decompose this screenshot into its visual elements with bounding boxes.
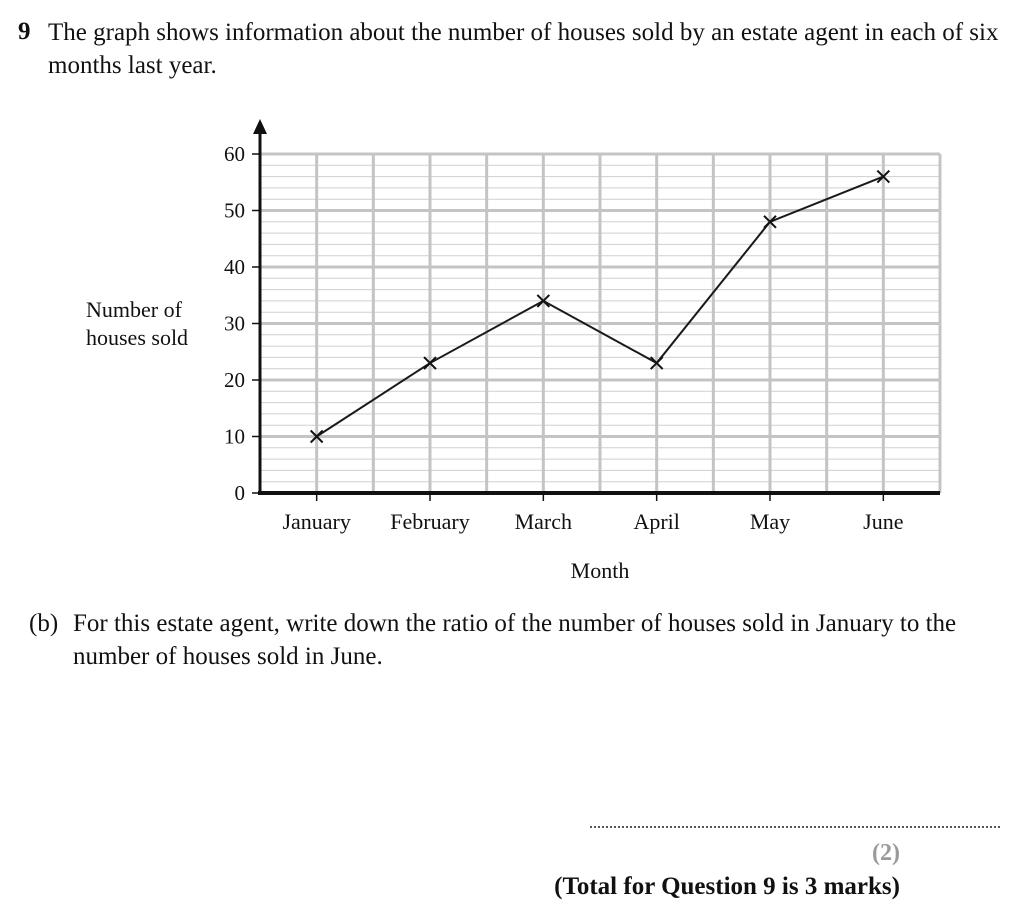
y-axis-label bbox=[86, 296, 206, 352]
y-tick-label: 10 bbox=[224, 424, 245, 449]
x-tick-label: January bbox=[282, 509, 351, 534]
question-total: (Total for Question 9 is 3 marks) bbox=[554, 873, 900, 900]
chart-ticks bbox=[224, 142, 903, 534]
part-marks: (2) bbox=[872, 840, 900, 866]
question-number: 9 bbox=[18, 18, 31, 45]
x-tick-label: February bbox=[390, 509, 470, 534]
y-tick-label: 0 bbox=[234, 481, 245, 505]
question-intro: The graph shows information about the number of houses sold by an estate agent in each of six months last year. bbox=[48, 19, 999, 79]
x-tick-label: April bbox=[633, 509, 680, 534]
x-tick-label: March bbox=[514, 509, 573, 534]
x-tick-label: May bbox=[749, 509, 791, 534]
chart-grid bbox=[260, 154, 940, 493]
y-tick-label: 60 bbox=[224, 142, 245, 166]
y-tick-label: 30 bbox=[224, 311, 245, 336]
x-tick-label: June bbox=[863, 509, 904, 534]
y-axis-label-text: Number of houses sold bbox=[86, 297, 189, 350]
x-axis-label: Month bbox=[570, 558, 630, 583]
y-tick-label: 40 bbox=[224, 255, 245, 279]
part-b-label: (b) bbox=[29, 610, 59, 637]
y-axis-arrow bbox=[253, 119, 267, 134]
part-b-text: For this estate agent, write down the ratio of the number of houses sold in January to the number of houses sold in June. bbox=[73, 610, 957, 670]
y-tick-label: 20 bbox=[224, 368, 245, 392]
y-tick-label: 50 bbox=[224, 198, 245, 223]
answer-line[interactable] bbox=[590, 826, 1000, 828]
